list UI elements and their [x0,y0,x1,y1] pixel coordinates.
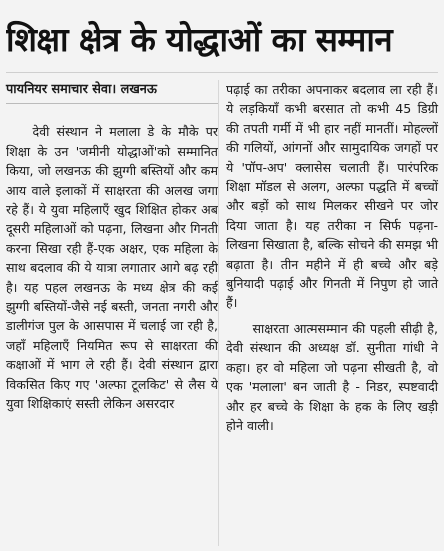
article-paragraph-2: पढ़ाई का तरीका अपनाकर बदलाव ला रही हैं। ये लड़कियाँ कभी बरसात तो कभी 45 डिग्री की तपती गर्मी में भी हार नहीं मानतीं। मोहल्लों की गलियों, आंगनों और सामुदायिक जगहों पर ये 'पॉप-अप' क्लासेस चलाती हैं। पारंपरिक शिक्षा मॉडल से अलग, अल्फा पद्धति में बच्चों और बड़ों को साथ मिलकर सीखने पर जोर दिया जाता है। यह तरीका न सिर्फ पढ़ना-लिखना सिखाता है, बल्कि सोचने की समझ भी बढ़ाता है। तीन महीने में ही बच्चे और बड़े बुनियादी पढ़ाई और गिनती में निपुण हो जाते हैं। [226,82,438,311]
left-column [6,80,218,414]
byline: पायनियर समाचार सेवा। लखनऊ [6,80,218,104]
article-paragraph-1: देवी संस्थान ने मलाला डे के मौके पर शिक्षा के उन 'जमीनी योद्धाओं'को सम्मानित किया, जो लखनऊ की झुग्गी बस्तियों और कम आय वाले इलाकों में साक्षरता की अलख जगा रहे हैं। ये युवा महिलाएँ खुद शिक्षित होकर अब दूसरी महिलाओं को पढ़ना, लिखना और गिनती करना सिखा रही हैं-एक अक्षर, एक महिला के साथ बदलाव की ये यात्रा लगातार आगे बढ़ रही है। यह पहल लखनऊ के मध्य क्षेत्र की कई झुग्गी बस्तियों-जैसे नई बस्ती, जनता नगरी और डालीगंज पुल के आसपास में चलाई जा रही है, जहाँ महिलाएँ नियमित रूप से साक्षरता की कक्षाओं में भाग ले रही हैं। देवी संस्थान द्वारा विकसित किए गए 'अल्फा टूलकिट' से लैस ये युवा शिक्षिकाएं सस्ती लेकिन असरदार [6,124,218,412]
headline: शिक्षा क्षेत्र के योद्धाओं का सम्मान [6,20,393,59]
right-column [226,80,438,435]
article-paragraph-3: साक्षरता आत्मसम्मान की पहली सीढ़ी है, देवी संस्थान की अध्यक्ष डॉ. सुनीता गांधी ने कहा। हर वो महिला जो पढ़ना सीखती है, वो एक 'मलाला' बन जाती है - निडर, स्पष्टवादी और हर बच्चे के शिक्षा के हक के लिए खड़ी होने वाली। [226,320,438,433]
headline-rule [6,72,438,73]
column-divider [218,80,219,546]
